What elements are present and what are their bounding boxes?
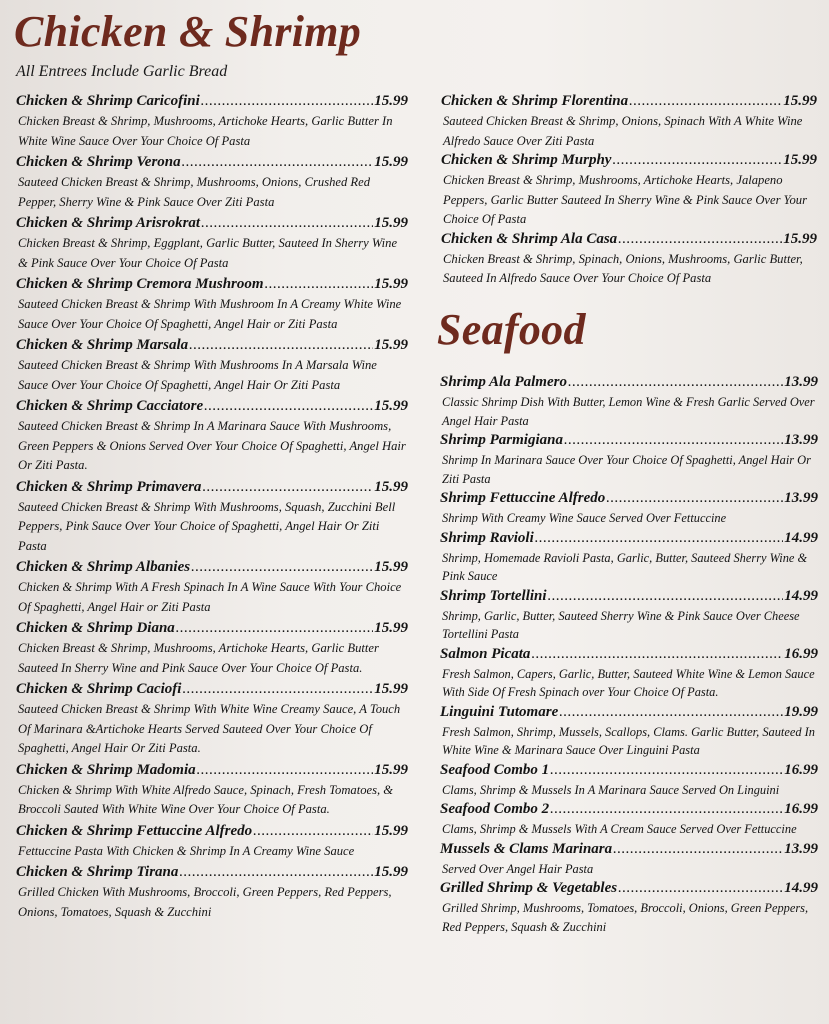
menu-item-description: Shrimp, Garlic, Butter, Sauteed Sherry Wine & Pink Sauce Over Cheese Tortellini Pasta xyxy=(442,608,800,641)
menu-item-description: Sauteed Chicken Breast & Shrimp With Mushrooms, Squash, Zucchini Bell Peppers, Pink Sauce Over Your Choice of Spaghetti, Angel Hair Or Ziti Pasta xyxy=(18,499,396,553)
chicken-shrimp-menu-item xyxy=(16,397,408,476)
dot-leader xyxy=(201,92,373,111)
dot-leader xyxy=(176,619,373,638)
chicken-shrimp-menu-item xyxy=(16,214,408,273)
menu-item-description: Fresh Salmon, Shrimp, Mussels, Scallops, Clams. Garlic Butter, Sauteed In White Wine & Marinara Sauce Over Linguini Pasta xyxy=(442,724,815,757)
menu-item-description: Chicken Breast & Shrimp, Mushrooms, Artichoke Hearts, Jalapeno Peppers, Garlic Butter Sauteed In Sherry Wine & Pink Sauce Over Your Choice Of Pasta xyxy=(443,173,807,226)
menu-item-name: Shrimp Ala Palmero xyxy=(440,374,567,390)
dot-leader xyxy=(535,529,783,548)
menu-item-price: 14.99 xyxy=(784,880,818,896)
menu-item-name: Chicken & Shrimp Caricofini xyxy=(16,93,200,109)
dot-leader xyxy=(613,840,783,859)
dot-leader xyxy=(629,92,782,111)
menu-item-name: Shrimp Parmigiana xyxy=(440,432,563,448)
menu-item-description: Shrimp, Homemade Ravioli Pasta, Garlic, Butter, Sauteed Sherry Wine & Pink Sauce xyxy=(442,550,808,583)
menu-item-price: 15.99 xyxy=(374,215,408,231)
seafood-menu-item xyxy=(440,373,818,430)
menu-item-name: Mussels & Clams Marinara xyxy=(440,840,613,857)
menu-item-description: Sauteed Chicken Breast & Shrimp With Mushroom In A Creamy White Wine Sauce Over Your Choice Of Spaghetti, Angel Hair or Ziti Pasta xyxy=(18,297,402,331)
menu-item-price: 15.99 xyxy=(374,93,408,109)
menu-item-header xyxy=(16,863,408,882)
menu-item-price: 14.99 xyxy=(784,587,818,604)
dot-leader xyxy=(201,214,373,233)
dot-leader xyxy=(550,761,783,780)
dot-leader xyxy=(612,151,782,170)
menu-item-name: Chicken & Shrimp Madomia xyxy=(16,761,196,778)
menu-item-name: Chicken & Shrimp Primavera xyxy=(16,478,202,495)
chicken-shrimp-menu-item xyxy=(16,92,408,151)
menu-item-description: Chicken Breast & Shrimp, Mushrooms, Artichoke Hearts, Garlic Butter Sauteed In Sherry Wine and Pink Sauce Over Your Choice Of Pasta. xyxy=(18,641,379,675)
menu-item-name: Shrimp Ravioli xyxy=(440,529,534,546)
menu-item-price: 15.99 xyxy=(374,154,408,170)
menu-item-name: Chicken & Shrimp Fettuccine Alfredo xyxy=(16,822,253,839)
menu-item-price: 16.99 xyxy=(784,761,818,778)
chicken-shrimp-menu-item xyxy=(16,822,408,862)
seafood-menu-item xyxy=(440,879,818,936)
menu-item-header xyxy=(16,153,408,172)
chicken-shrimp-menu-item xyxy=(16,558,408,617)
menu-item-price: 13.99 xyxy=(784,840,818,857)
chicken-shrimp-menu-item xyxy=(441,151,817,230)
menu-item-header xyxy=(440,431,818,450)
menu-item-price: 13.99 xyxy=(784,374,818,390)
chicken-shrimp-menu-item xyxy=(16,478,408,557)
menu-item-header xyxy=(440,489,818,508)
dot-leader xyxy=(179,863,373,882)
seafood-column xyxy=(440,373,818,937)
menu-item-name: Chicken & Shrimp Tirana xyxy=(16,864,179,880)
menu-item-name: Chicken & Shrimp Florentina xyxy=(441,93,629,109)
seafood-menu-item xyxy=(440,645,818,702)
menu-item-description: Chicken Breast & Shrimp, Eggplant, Garlic Butter, Sauteed In Sherry Wine & Pink Sauce Over Your Choice Of Pasta xyxy=(18,236,398,270)
seafood-menu-item xyxy=(440,431,818,488)
menu-item-price: 15.99 xyxy=(374,761,408,778)
menu-item-description: Clams, Shrimp & Mussels In A Marinara Sauce Served On Linguini xyxy=(442,782,780,797)
menu-item-price: 16.99 xyxy=(784,801,818,817)
chicken-shrimp-menu-item xyxy=(16,863,408,922)
menu-item-description: Fettuccine Pasta With Chicken & Shrimp In A Creamy Wine Sauce xyxy=(18,843,355,858)
menu-item-header xyxy=(441,151,817,170)
subtitle-garlic-bread: All Entrees Include Garlic Bread xyxy=(16,63,228,80)
menu-item-name: Chicken & Shrimp Cremora Mushroom xyxy=(16,276,264,292)
menu-item-description: Sauteed Chicken Breast & Shrimp In A Marinara Sauce With Mushrooms, Green Peppers & Onions Served Over Your Choice Of Spaghetti, Angel Hair Or Ziti Pasta. xyxy=(18,419,406,472)
menu-item-name: Chicken & Shrimp Albanies xyxy=(16,559,191,575)
seafood-menu-item xyxy=(440,587,818,644)
menu-item-name: Chicken & Shrimp Marsala xyxy=(16,337,189,353)
menu-item-name: Chicken & Shrimp Arisrokrat xyxy=(16,215,201,231)
menu-item-price: 15.99 xyxy=(374,559,408,575)
menu-item-price: 15.99 xyxy=(374,398,408,414)
dot-leader xyxy=(202,478,373,497)
menu-item-header xyxy=(16,478,408,497)
menu-item-header xyxy=(440,587,818,606)
dot-leader xyxy=(531,645,783,664)
menu-item-header xyxy=(16,822,408,841)
dot-leader xyxy=(559,703,783,722)
menu-item-description: Fresh Salmon, Capers, Garlic, Butter, Sauteed White Wine & Lemon Sauce With Side Of Fresh Spinach over Your Choice Of Pasta. xyxy=(442,666,815,699)
dot-leader xyxy=(564,431,783,450)
menu-item-name: Chicken & Shrimp Caciofi xyxy=(16,681,182,697)
menu-item-name: Chicken & Shrimp Diana xyxy=(16,620,175,636)
menu-item-header xyxy=(440,703,818,722)
dot-leader xyxy=(182,680,373,699)
menu-item-name: Chicken & Shrimp Verona xyxy=(16,154,181,170)
menu-item-price: 15.99 xyxy=(374,681,408,697)
menu-item-price: 15.99 xyxy=(374,337,408,353)
menu-item-price: 13.99 xyxy=(784,432,818,448)
menu-item-description: Grilled Shrimp, Mushrooms, Tomatoes, Broccoli, Onions, Green Peppers, Red Peppers, Squash & Zucchini xyxy=(442,901,809,934)
menu-item-header xyxy=(440,879,818,898)
dot-leader xyxy=(197,761,374,780)
menu-item-header xyxy=(440,645,818,664)
chicken-shrimp-menu-item xyxy=(16,761,408,820)
menu-item-description: Clams, Shrimp & Mussels With A Cream Sauce Served Over Fettuccine xyxy=(442,822,797,836)
chicken-shrimp-menu-item xyxy=(16,680,408,759)
menu-item-description: Grilled Chicken With Mushrooms, Broccoli, Green Peppers, Red Peppers, Onions, Tomatoes, Squash & Zucchini xyxy=(18,885,392,919)
menu-item-price: 15.99 xyxy=(374,478,408,495)
menu-item-header xyxy=(16,92,408,111)
menu-item-name: Shrimp Tortellini xyxy=(440,587,547,604)
menu-item-header xyxy=(16,275,408,294)
menu-item-header xyxy=(16,397,408,416)
menu-item-price: 13.99 xyxy=(784,490,818,506)
menu-item-header xyxy=(16,336,408,355)
menu-item-description: Chicken Breast & Shrimp, Mushrooms, Artichoke Hearts, Garlic Butter In White Wine Sauce Over Your Choice Of Pasta xyxy=(18,114,393,148)
menu-item-price: 15.99 xyxy=(374,822,408,839)
chicken-shrimp-menu-item xyxy=(16,153,408,212)
chicken-shrimp-menu-item xyxy=(16,619,408,678)
menu-item-header xyxy=(16,761,408,780)
menu-item-header xyxy=(440,761,818,780)
section-title-chicken-shrimp: Chicken & Shrimp xyxy=(14,7,362,56)
chicken-shrimp-left-column xyxy=(16,92,408,924)
menu-item-price: 15.99 xyxy=(783,93,817,109)
menu-item-description: Classic Shrimp Dish With Butter, Lemon Wine & Fresh Garlic Served Over Angel Hair Pasta xyxy=(442,395,815,428)
menu-item-name: Salmon Picata xyxy=(440,645,531,662)
dot-leader xyxy=(189,336,373,355)
menu-item-description: Served Over Angel Hair Pasta xyxy=(442,861,594,876)
seafood-menu-item xyxy=(440,529,818,586)
chicken-shrimp-right-column xyxy=(441,92,817,289)
dot-leader xyxy=(550,800,783,819)
menu-item-price: 15.99 xyxy=(374,276,408,292)
menu-item-description: Sauteed Chicken Breast & Shrimp With Mushrooms In A Marsala Wine Sauce Over Your Choice Of Spaghetti, Angel Hair Or Ziti Pasta xyxy=(18,358,377,392)
dot-leader xyxy=(253,822,373,841)
menu-item-description: Sauteed Chicken Breast & Shrimp, Mushrooms, Onions, Crushed Red Pepper, Sherry Wine & Pink Sauce Over Ziti Pasta xyxy=(18,175,371,209)
menu-item-description: Sauteed Chicken Breast & Shrimp With White Wine Creamy Sauce, A Touch Of Marinara &Artichoke Hearts Served Sauteed Over Your Choice Of Spaghetti, Angel Hair Or Ziti Pasta. xyxy=(18,702,401,755)
dot-leader xyxy=(204,397,373,416)
menu-item-name: Seafood Combo 1 xyxy=(440,761,550,778)
dot-leader xyxy=(618,230,782,249)
chicken-shrimp-menu-item xyxy=(16,275,408,334)
menu-item-header xyxy=(440,529,818,548)
menu-item-price: 15.99 xyxy=(783,230,817,247)
chicken-shrimp-menu-item xyxy=(441,230,817,289)
menu-item-description: Shrimp With Creamy Wine Sauce Served Over Fettuccine xyxy=(442,511,727,525)
menu-item-header xyxy=(16,619,408,638)
menu-item-name: Linguini Tutomare xyxy=(440,703,559,720)
menu-item-header xyxy=(440,373,818,392)
seafood-menu-item xyxy=(440,840,818,879)
menu-item-header xyxy=(441,92,817,111)
chicken-shrimp-menu-item xyxy=(441,92,817,151)
menu-item-description: Sauteed Chicken Breast & Shrimp, Onions, Spinach With A White Wine Alfredo Sauce Over Ziti Pasta xyxy=(443,114,803,148)
menu-item-name: Shrimp Fettuccine Alfredo xyxy=(440,490,606,506)
menu-item-price: 14.99 xyxy=(784,529,818,546)
dot-leader xyxy=(618,879,783,898)
dot-leader xyxy=(265,275,374,294)
menu-item-header xyxy=(441,230,817,249)
menu-item-price: 15.99 xyxy=(374,620,408,636)
menu-item-price: 16.99 xyxy=(784,645,818,662)
chicken-shrimp-menu-item xyxy=(16,336,408,395)
menu-item-price: 15.99 xyxy=(374,864,408,880)
seafood-menu-item xyxy=(440,761,818,800)
menu-item-header xyxy=(16,558,408,577)
dot-leader xyxy=(548,587,784,606)
dot-leader xyxy=(182,153,374,172)
menu-item-description: Chicken & Shrimp With A Fresh Spinach In A Wine Sauce With Your Choice Of Spaghetti, Angel Hair or Ziti Pasta xyxy=(18,580,402,614)
menu-item-name: Chicken & Shrimp Cacciatore xyxy=(16,398,204,414)
menu-item-description: Chicken & Shrimp With White Alfredo Sauce, Spinach, Fresh Tomatoes, & Broccoli Sauted With White Wine Over Your Choice Of Pasta. xyxy=(18,782,394,816)
menu-item-header xyxy=(440,840,818,859)
menu-item-name: Grilled Shrimp & Vegetables xyxy=(440,880,618,896)
seafood-menu-item xyxy=(440,703,818,760)
menu-item-description: Shrimp In Marinara Sauce Over Your Choice Of Spaghetti, Angel Hair Or Ziti Pasta xyxy=(442,453,811,486)
menu-item-name: Seafood Combo 2 xyxy=(440,801,550,817)
menu-item-header xyxy=(16,214,408,233)
seafood-menu-item xyxy=(440,800,818,839)
menu-item-name: Chicken & Shrimp Ala Casa xyxy=(441,230,618,247)
seafood-menu-item xyxy=(440,489,818,528)
menu-item-header xyxy=(16,680,408,699)
menu-item-name: Chicken & Shrimp Murphy xyxy=(441,152,612,168)
menu-item-price: 15.99 xyxy=(783,152,817,168)
menu-item-header xyxy=(440,800,818,819)
dot-leader xyxy=(191,558,373,577)
dot-leader xyxy=(606,489,783,508)
menu-item-price: 19.99 xyxy=(784,703,818,720)
dot-leader xyxy=(568,373,783,392)
menu-item-description: Chicken Breast & Shrimp, Spinach, Onions, Mushrooms, Garlic Butter, Sauteed In Alfredo Sauce Over Your Choice Of Pasta xyxy=(443,251,803,285)
section-title-seafood: Seafood xyxy=(437,305,586,354)
